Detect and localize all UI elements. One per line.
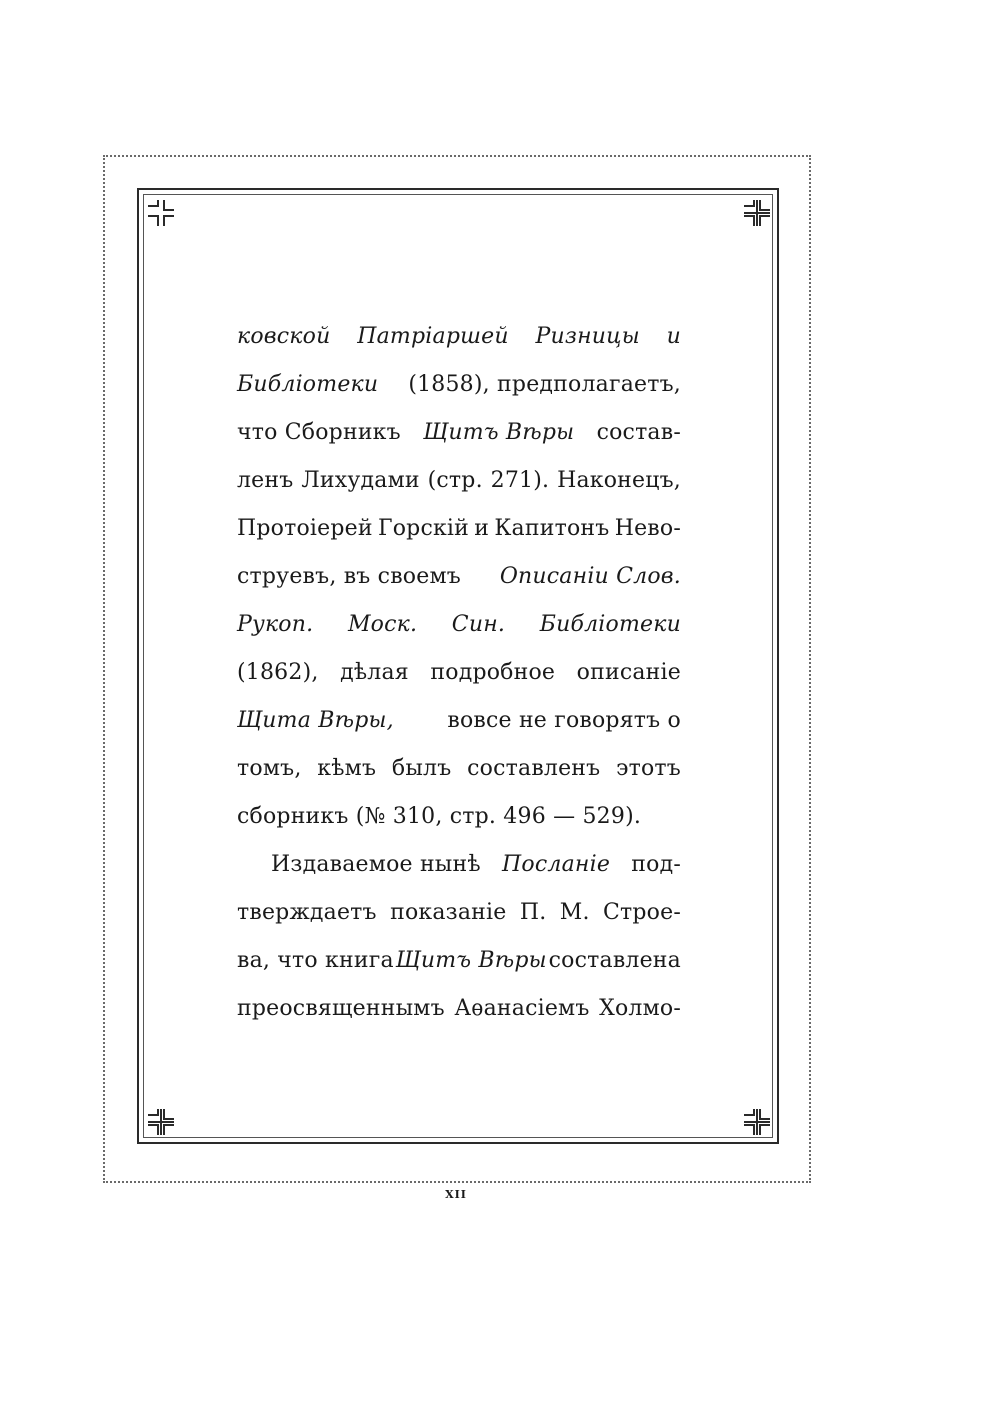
- word: описаніе: [576, 660, 681, 685]
- italic-text: Библіотеки: [539, 612, 681, 637]
- text-segment: [237, 505, 681, 553]
- text-segment: [237, 457, 681, 505]
- text-line: [237, 697, 681, 745]
- word: составленъ: [467, 756, 601, 781]
- text-line: [237, 793, 681, 841]
- word: (стр.: [427, 468, 483, 493]
- paragraph-2: [237, 841, 681, 1033]
- word: дѣлая: [340, 660, 409, 685]
- text-line: [237, 553, 681, 601]
- text-segment: (1858), предполагаетъ,: [408, 372, 681, 397]
- text-line: [237, 601, 681, 649]
- text-segment: [237, 889, 681, 937]
- italic-text: и: [666, 324, 681, 349]
- word: М.: [559, 900, 590, 925]
- corner-ornament-top-left-icon: [144, 196, 178, 230]
- word: Строе-: [603, 900, 681, 925]
- word: Лихудами: [301, 468, 420, 493]
- word: былъ: [391, 756, 452, 781]
- body-text: [237, 313, 681, 1033]
- italic-text: Моск.: [347, 612, 418, 637]
- text-segment: [237, 985, 681, 1033]
- italic-text: Посланіе: [502, 852, 611, 877]
- word: преосвященнымъ: [237, 996, 445, 1021]
- italic-text: Описаніи Слов.: [499, 564, 681, 589]
- word: и: [474, 516, 490, 541]
- text-segment: составлена: [548, 948, 681, 973]
- text-line: [237, 985, 681, 1033]
- word: тверждаетъ: [237, 900, 377, 925]
- text-segment: сборникъ (№ 310, стр. 496 — 529).: [237, 804, 642, 829]
- word: П.: [519, 900, 547, 925]
- italic-text: Щитъ Вѣры: [423, 420, 575, 445]
- text-line: [237, 649, 681, 697]
- text-segment: струевъ, въ своемъ: [237, 564, 461, 589]
- word: показаніе: [390, 900, 507, 925]
- text-line: [237, 889, 681, 937]
- text-segment: [237, 649, 681, 697]
- word: Аѳанасіемъ: [454, 996, 590, 1021]
- word: кѣмъ: [317, 756, 377, 781]
- word: Капитонъ: [494, 516, 610, 541]
- word: ленъ: [237, 468, 294, 493]
- italic-text: Патріаршей: [357, 324, 509, 349]
- word: томъ,: [237, 756, 302, 781]
- word: 271).: [490, 468, 550, 493]
- text-line: [237, 937, 681, 985]
- text-segment: Издаваемое нынѣ: [271, 852, 481, 877]
- text-segment: ва, что книга: [237, 948, 394, 973]
- text-line: [237, 505, 681, 553]
- word: подробное: [430, 660, 556, 685]
- text-segment: состав-: [596, 420, 681, 445]
- text-segment: [237, 745, 681, 793]
- text-segment: под-: [631, 852, 681, 877]
- text-line: [237, 313, 681, 361]
- italic-text: ковской: [237, 324, 331, 349]
- word: Холмо-: [599, 996, 681, 1021]
- word: (1862),: [237, 660, 319, 685]
- page-number: XII: [445, 1188, 467, 1201]
- text-line: [237, 745, 681, 793]
- word: Горскій: [377, 516, 470, 541]
- paragraph-1: [237, 313, 681, 841]
- italic-text: Ризницы: [535, 324, 640, 349]
- word: Протоіерей: [237, 516, 373, 541]
- corner-ornament-bottom-left-icon: [144, 1105, 178, 1139]
- text-segment: вовсе не говорятъ о: [447, 708, 681, 733]
- word: этотъ: [616, 756, 681, 781]
- text-line: [237, 409, 681, 457]
- word: Нево-: [614, 516, 681, 541]
- text-segment: что Сборникъ: [237, 420, 401, 445]
- italic-text: Щита Вѣры,: [237, 708, 394, 733]
- word: Наконецъ,: [557, 468, 681, 493]
- italic-text: Рукоп.: [237, 612, 314, 637]
- italic-text: Син.: [451, 612, 506, 637]
- text-line: [237, 841, 681, 889]
- corner-ornament-top-right-icon: [740, 196, 774, 230]
- text-line: [237, 457, 681, 505]
- italic-text: Щитъ Вѣры: [395, 948, 547, 973]
- text-line: [237, 361, 681, 409]
- corner-ornament-bottom-right-icon: [740, 1105, 774, 1139]
- italic-text: Библіотеки: [237, 372, 379, 397]
